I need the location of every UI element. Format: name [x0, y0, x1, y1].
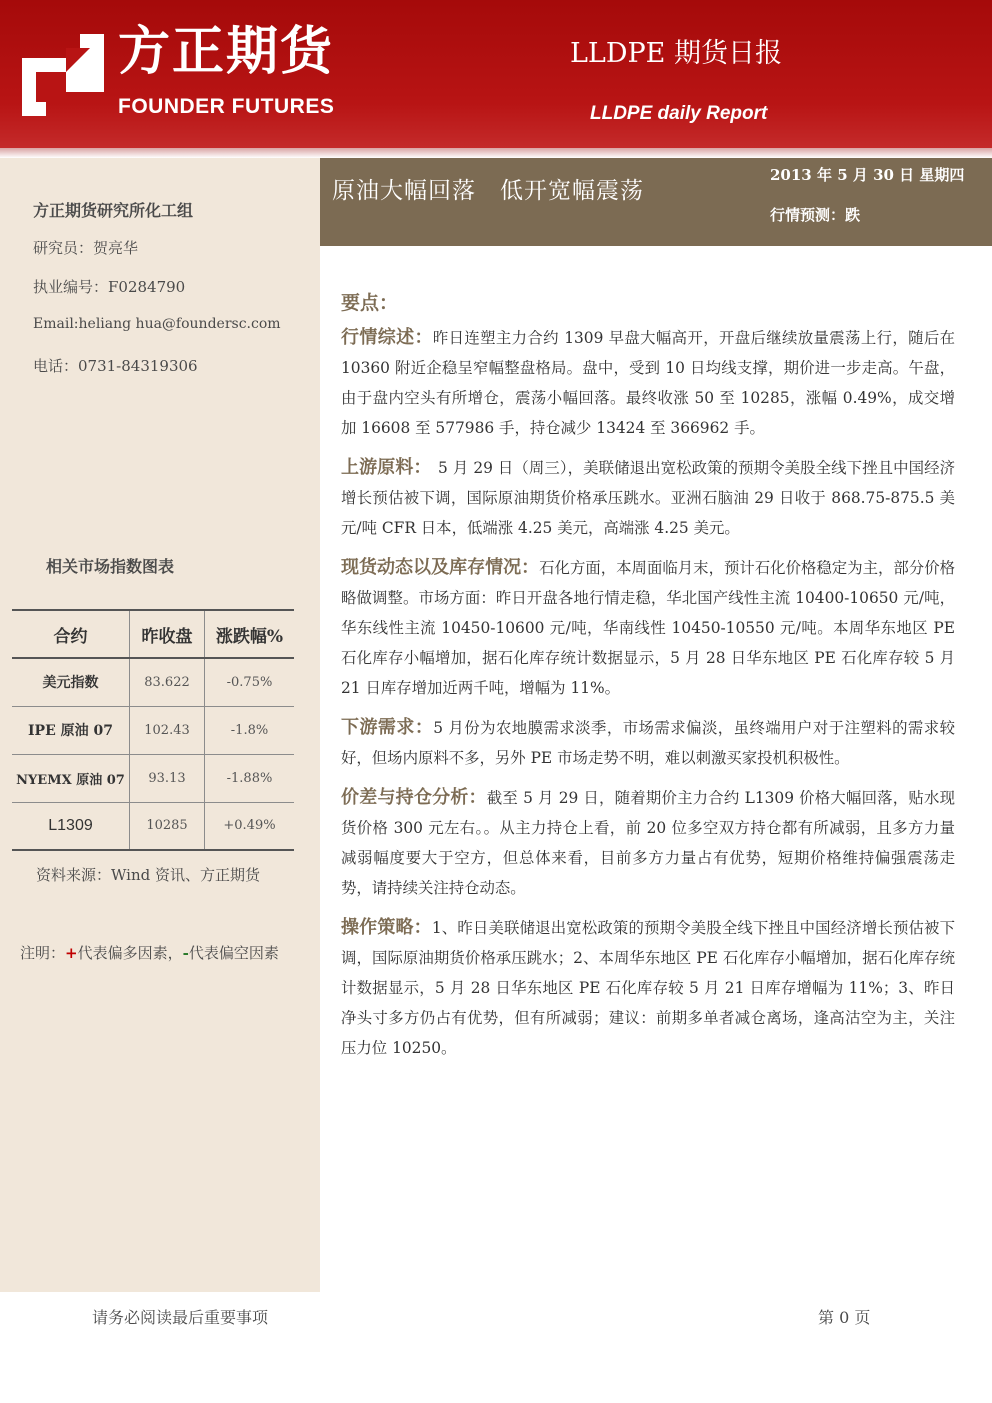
plus-sign: + — [65, 944, 78, 962]
founder-logo-icon — [22, 34, 104, 116]
report-date: 2013 年 5 月 30 日 星期四 — [770, 166, 965, 184]
col-contract: 合约 — [12, 610, 130, 658]
section-spot-inventory — [341, 553, 955, 703]
data-source: 资料来源：Wind 资讯、方正期货 — [36, 866, 260, 884]
cell-change-pct: +0.49% — [223, 818, 276, 834]
license-number: 执业编号：F0284790 — [33, 278, 186, 296]
cell-contract: L1309 — [12, 802, 130, 850]
minus-sign: - — [182, 944, 189, 962]
table-row — [12, 754, 294, 802]
market-forecast: 行情预测：跌 — [770, 206, 861, 224]
section-market-review — [341, 323, 955, 443]
cell-contract: IPE 原油 07 — [12, 706, 130, 754]
key-points-heading: 要点： — [341, 292, 399, 314]
cell-change-pct: -0.75% — [226, 674, 273, 690]
table-row — [12, 706, 294, 754]
phone-number: 电话：0731-84319306 — [33, 357, 198, 375]
footer-disclaimer: 请务必阅读最后重要事项 — [92, 1308, 269, 1327]
section-label: 现货动态以及库存情况： — [341, 557, 540, 578]
researcher-name: 研究员：贺亮华 — [33, 239, 139, 257]
report-subtitle: LLDPE daily Report — [590, 103, 768, 124]
table-row — [12, 658, 294, 706]
section-strategy — [341, 913, 955, 1063]
note-mid: 代表偏多因素， — [77, 944, 183, 962]
legend-note — [20, 942, 279, 963]
section-spread-position — [341, 783, 955, 903]
cell-contract: 美元指数 — [12, 658, 130, 706]
page-number: 第 0 页 — [818, 1308, 871, 1327]
section-text: 石化方面，本周面临月末，预计石化价格稳定为主，部分价格略做调整。市场方面：昨日开盘各地行情走稳，华北国产线性主流 10400-10650 元/吨，华东线性主流 10450-10600 元/吨，华南线性 10450-10550 元/吨。本周华东地区 PE 石化库存小幅增加，据石化库存统计数据显示，5 月 28 日华东地区 PE 石化库存较 5 月 21 日库存增加近两千吨，增幅为 11%。 — [341, 559, 955, 697]
cell-contract: NYEMX 原油 07 — [12, 754, 130, 802]
section-text: 截至 5 月 29 日，随着期价主力合约 L1309 价格大幅回落，贴水现货价格 300 元左右。。从主力持仓上看，前 20 位多空双方持仓都有所减弱，且多方力量减弱幅度要大于空方，但总体来看，目前多方力量占有优势，短期价格维持偏强震荡走势，请持续关注持仓动态。 — [341, 789, 956, 897]
note-prefix: 注明： — [20, 944, 66, 962]
col-prev-close: 昨收盘 — [130, 610, 205, 658]
section-label: 操作策略： — [341, 917, 432, 938]
report-header — [0, 0, 992, 148]
section-downstream — [341, 713, 955, 773]
cell-change-pct: -1.8% — [230, 722, 269, 738]
headline: 原油大幅回落 低开宽幅震荡 — [332, 178, 644, 204]
cell-prev-close: 10285 — [130, 802, 205, 850]
section-label: 价差与持仓分析： — [341, 787, 487, 808]
section-text: 昨日连塑主力合约 1309 早盘大幅高开，开盘后继续放量震荡上行，随后在 10360 附近企稳呈窄幅整盘格局。盘中，受到 10 日均线支撑，期价进一步走高。午盘，由于盘内空头有所增仓，震荡小幅回落。最终收涨 50 至 10285，涨幅 0.49%，成交增加 16608 至 577986 手，持仓减少 13424 至 366962 手。 — [341, 329, 956, 437]
market-index-table — [12, 609, 294, 851]
table-header-row — [12, 610, 294, 658]
logo-chinese-name: 方正期货 — [118, 22, 335, 82]
research-group: 方正期货研究所化工组 — [33, 201, 194, 220]
table-row — [12, 802, 294, 850]
section-label: 上游原料： — [341, 457, 423, 478]
section-label: 下游需求： — [341, 717, 434, 738]
cell-prev-close: 93.13 — [130, 754, 205, 802]
logo-english-name: FOUNDER FUTURES — [118, 95, 335, 118]
cell-prev-close: 83.622 — [130, 658, 205, 706]
main-content — [341, 288, 955, 1073]
note-suffix: 代表偏空因素 — [188, 944, 279, 962]
email-address: Email:heliang hua@foundersc.com — [33, 316, 281, 332]
report-title: LLDPE 期货日报 — [570, 38, 782, 69]
section-text: 1、昨日美联储退出宽松政策的预期令美股全线下挫且中国经济增长预估被下调，国际原油期货价格承压跳水；2、本周华东地区 PE 石化库存小幅增加，据石化库存统计数据显示，5 月 28 日华东地区 PE 石化库存较 5 月 21 日库存增幅为 11%；3、昨日净头寸多方仍占有优势，但有所减弱；建议：前期多单者减仓离场，逢高沽空为主，关注压力位 10250。 — [341, 919, 956, 1057]
header-shadow — [0, 148, 992, 158]
index-table-title: 相关市场指数图表 — [46, 557, 175, 576]
cell-prev-close: 102.43 — [130, 706, 205, 754]
section-text: 5 月份为农地膜需求淡季，市场需求偏淡，虽终端用户对于注塑料的需求较好，但场内原料不多，另外 PE 市场走势不明，难以刺激买家投机积极性。 — [341, 719, 956, 767]
cell-change-pct: -1.88% — [226, 770, 273, 786]
section-upstream — [341, 453, 955, 543]
section-text: 5 月 29 日（周三），美联储退出宽松政策的预期令美股全线下挫且中国经济增长预估被下调，国际原油期货价格承压跳水。亚洲石脑油 29 日收于 868.75-875.5 美元/吨 CFR 日本，低端涨 4.25 美元，高端涨 4.25 美元。 — [341, 459, 955, 537]
section-label: 行情综述： — [341, 327, 433, 348]
col-change-pct: 涨跌幅% — [215, 626, 284, 647]
